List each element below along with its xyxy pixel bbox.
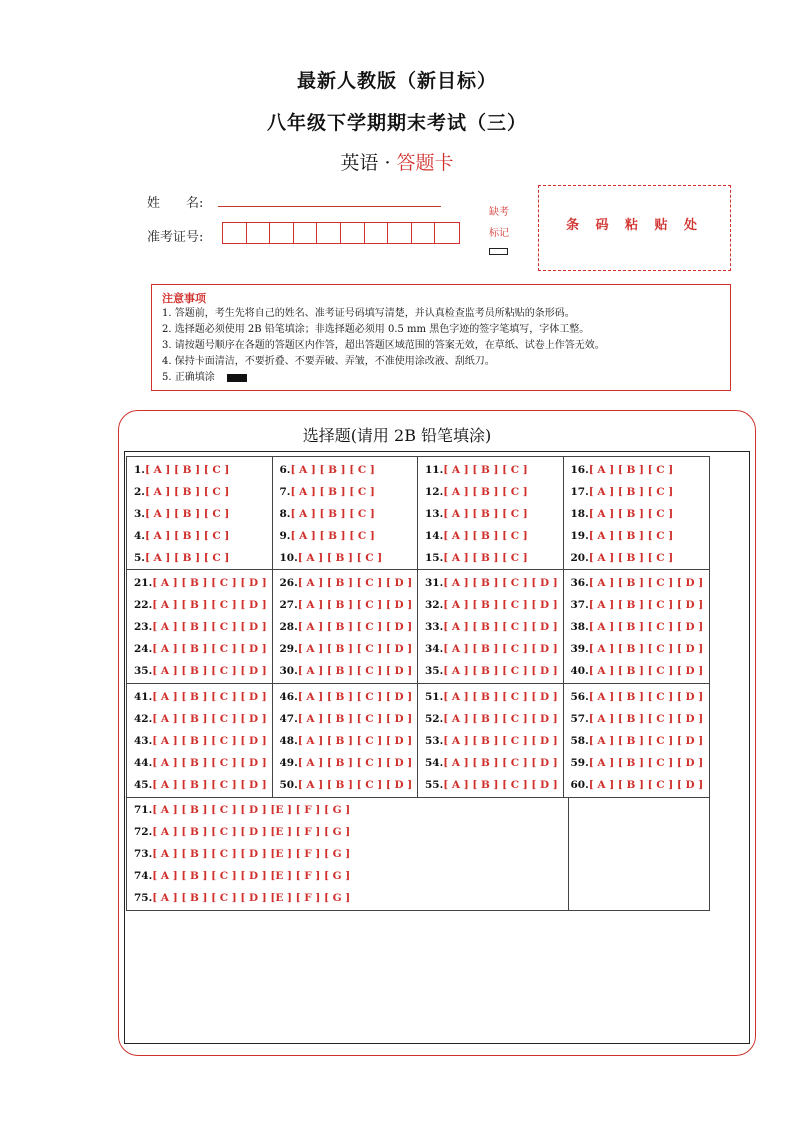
absent-mark-label [486, 202, 512, 244]
answer-options[interactable]: [ A ] [ B ] [ C ] [ D ] [443, 735, 558, 747]
question-item[interactable] [134, 752, 272, 774]
answer-options[interactable]: [ A ] [ B ] [ C ] [ D ] [297, 643, 413, 655]
question-number: 28. [279, 621, 298, 633]
question-item[interactable] [280, 481, 418, 503]
answer-options[interactable]: [ A ] [ B ] [ C ] [ D ] [152, 643, 267, 655]
question-number: 35. [134, 665, 153, 677]
answer-options[interactable]: [ A ] [ B ] [ C ] [ D ] [588, 621, 704, 633]
answer-options[interactable]: [ A ] [ B ] [ C ] [588, 486, 674, 498]
question-item[interactable] [280, 752, 418, 774]
answer-options[interactable]: [ A ] [ B ] [ C ] [ D ] [152, 713, 267, 725]
question-number: 52. [425, 713, 444, 725]
answer-options[interactable]: [ A ] [ B ] [ C ] [588, 530, 674, 542]
question-item[interactable] [134, 594, 272, 616]
answer-column [564, 570, 710, 683]
title-subject [0, 148, 794, 175]
question-item[interactable] [571, 616, 710, 638]
answer-options[interactable]: [ A ] [ B ] [ C ] [ D ] [443, 691, 558, 703]
question-item[interactable] [571, 774, 710, 796]
answer-column [564, 457, 710, 569]
notice-item: 4. 保持卡面清洁，不要折叠、不要弄破、弄皱，不准使用涂改液、刮纸刀。 [162, 356, 495, 367]
question-number: 23. [134, 621, 153, 633]
question-number: 4. [134, 530, 145, 542]
question-number: 10. [279, 552, 298, 564]
question-item[interactable] [425, 730, 563, 752]
question-number: 21. [134, 577, 153, 589]
answer-options[interactable]: [ A ] [ B ] [ C ] [ D ] [E ] [ F ] [ G ] [152, 892, 351, 904]
question-item[interactable] [134, 616, 272, 638]
answer-options[interactable]: [ A ] [ B ] [ C ] [290, 464, 375, 476]
question-item[interactable] [571, 752, 710, 774]
question-item[interactable] [571, 572, 710, 594]
answer-options[interactable]: [ A ] [ B ] [ C ] [443, 552, 528, 564]
answer-options[interactable]: [ A ] [ B ] [ C ] [443, 486, 528, 498]
question-number: 40. [570, 665, 589, 677]
absent-line2: 标记 [489, 228, 509, 239]
answer-options[interactable]: [ A ] [ B ] [ C ] [ D ] [443, 599, 558, 611]
answer-block-4 [126, 797, 710, 911]
question-number: 26. [279, 577, 298, 589]
question-item[interactable] [571, 503, 710, 525]
answer-options[interactable]: [ A ] [ B ] [ C ] [ D ] [443, 713, 558, 725]
question-number: 33. [425, 621, 444, 633]
answer-options[interactable]: [ A ] [ B ] [ C ] [290, 486, 375, 498]
answer-options[interactable]: [ A ] [ B ] [ C ] [ D ] [297, 577, 413, 589]
answer-column [127, 570, 273, 683]
answer-column [273, 684, 419, 797]
answer-options[interactable]: [ A ] [ B ] [ C ] [ D ] [152, 621, 267, 633]
question-item[interactable] [571, 708, 710, 730]
question-number: 46. [279, 691, 298, 703]
question-number: 27. [279, 599, 298, 611]
question-number: 17. [570, 486, 589, 498]
question-item[interactable] [280, 547, 418, 569]
question-number: 15. [425, 552, 444, 564]
answer-options[interactable]: [ A ] [ B ] [ C ] [ D ] [E ] [ F ] [ G ] [152, 848, 351, 860]
subject-label: 英语 · [340, 152, 397, 174]
answer-options[interactable]: [ A ] [ B ] [ C ] [290, 530, 375, 542]
question-number: 22. [134, 599, 153, 611]
question-number: 36. [570, 577, 589, 589]
notice-item: 3. 请按题号顺序在各题的答题区内作答，超出答题区域范围的答案无效，在草纸、试卷上作答无效。 [162, 340, 605, 351]
answer-options[interactable]: [ A ] [ B ] [ C ] [443, 464, 528, 476]
answer-options[interactable]: [ A ] [ B ] [ C ] [144, 530, 230, 542]
answer-options[interactable]: [ A ] [ B ] [ C ] [ D ] [588, 599, 704, 611]
question-item[interactable] [425, 686, 563, 708]
question-item[interactable] [280, 730, 418, 752]
question-number: 19. [570, 530, 589, 542]
question-item[interactable] [280, 594, 418, 616]
question-number: 74. [134, 870, 153, 882]
question-item[interactable] [134, 660, 272, 682]
question-number: 31. [425, 577, 444, 589]
question-item[interactable] [425, 503, 563, 525]
question-number: 35. [425, 665, 444, 677]
card-label: 答题卡 [396, 152, 454, 174]
answer-options[interactable]: [ A ] [ B ] [ C ] [297, 552, 383, 564]
question-item[interactable] [571, 459, 710, 481]
question-number: 42. [134, 713, 153, 725]
name-label: 姓 名: [147, 196, 204, 211]
answer-options[interactable]: [ A ] [ B ] [ C ] [ D ] [E ] [ F ] [ G ] [152, 870, 351, 882]
question-item[interactable] [425, 547, 563, 569]
question-item[interactable] [425, 481, 563, 503]
question-number: 58. [570, 735, 589, 747]
answer-block-3 [126, 684, 710, 798]
question-number: 20. [570, 552, 589, 564]
question-number: 14. [425, 530, 444, 542]
question-item[interactable] [280, 638, 418, 660]
question-number: 30. [279, 665, 298, 677]
answer-options[interactable]: [ A ] [ B ] [ C ] [ D ] [152, 779, 267, 791]
answer-options[interactable]: [ A ] [ B ] [ C ] [ D ] [588, 779, 704, 791]
question-number: 48. [279, 735, 298, 747]
question-item[interactable] [571, 638, 710, 660]
question-number: 37. [570, 599, 589, 611]
answer-options[interactable]: [ A ] [ B ] [ C ] [ D ] [297, 713, 413, 725]
answer-column [418, 570, 564, 683]
question-number: 53. [425, 735, 444, 747]
answer-options[interactable]: [ A ] [ B ] [ C ] [ D ] [443, 779, 558, 791]
question-number: 47. [279, 713, 298, 725]
question-item[interactable] [280, 503, 418, 525]
notice-item: 1. 答题前，考生先将自己的姓名、准考证号码填写清楚，并认真检查监考员所粘贴的条形码。 [162, 308, 575, 319]
question-number: 72. [134, 826, 153, 838]
question-item[interactable] [425, 752, 563, 774]
question-item[interactable] [571, 686, 710, 708]
question-number: 60. [570, 779, 589, 791]
answer-options[interactable]: [ A ] [ B ] [ C ] [ D ] [588, 735, 704, 747]
answer-block-1 [126, 456, 710, 570]
question-number: 11. [425, 464, 444, 476]
notice-item: 2. 选择题必须使用 2B 铅笔填涂；非选择题必须用 0.5 mm 黑色字迹的签字笔填写，字体工整。 [162, 324, 590, 335]
question-number: 49. [279, 757, 298, 769]
question-item[interactable] [280, 572, 418, 594]
question-number: 50. [279, 779, 298, 791]
id-number-boxes[interactable] [222, 222, 460, 244]
answer-options[interactable]: [ A ] [ B ] [ C ] [ D ] [588, 691, 704, 703]
question-item[interactable] [280, 616, 418, 638]
question-item[interactable] [134, 503, 272, 525]
answer-column [127, 684, 273, 797]
question-number: 39. [570, 643, 589, 655]
question-item[interactable] [425, 525, 563, 547]
question-item[interactable] [134, 572, 272, 594]
question-number: 43. [134, 735, 153, 747]
answer-options[interactable]: [ A ] [ B ] [ C ] [ D ] [443, 665, 558, 677]
question-item[interactable] [425, 594, 563, 616]
question-number: 24. [134, 643, 153, 655]
notice-box [151, 284, 731, 391]
absent-mark-box[interactable] [489, 248, 508, 255]
question-number: 9. [279, 530, 291, 542]
answer-options[interactable]: [ A ] [ B ] [ C ] [ D ] [152, 599, 267, 611]
barcode-label: 条 码 粘 贴 处 [565, 218, 704, 233]
answer-options[interactable]: [ A ] [ B ] [ C ] [ D ] [297, 757, 413, 769]
question-item[interactable] [134, 774, 272, 796]
question-item[interactable] [425, 638, 563, 660]
question-number: 45. [134, 779, 153, 791]
question-number: 34. [425, 643, 444, 655]
question-number: 55. [425, 779, 444, 791]
question-number: 57. [570, 713, 589, 725]
answer-options[interactable]: [ A ] [ B ] [ C ] [ D ] [297, 779, 413, 791]
question-number: 13. [425, 508, 444, 520]
answer-options[interactable]: [ A ] [ B ] [ C ] [ D ] [152, 665, 267, 677]
question-number: 3. [134, 508, 145, 520]
question-number: 6. [279, 464, 291, 476]
question-number: 32. [425, 599, 444, 611]
answer-options[interactable]: [ A ] [ B ] [ C ] [ D ] [152, 757, 267, 769]
question-item[interactable] [571, 660, 710, 682]
question-number: 51. [425, 691, 444, 703]
question-number: 8. [279, 508, 291, 520]
question-number: 12. [425, 486, 444, 498]
question-number: 71. [134, 804, 153, 816]
question-number: 56. [570, 691, 589, 703]
question-number: 1. [134, 464, 145, 476]
question-item[interactable] [425, 708, 563, 730]
answer-options[interactable]: [ A ] [ B ] [ C ] [588, 552, 674, 564]
notice-item [162, 370, 720, 386]
question-item[interactable] [280, 459, 418, 481]
answer-options[interactable]: [ A ] [ B ] [ C ] [588, 508, 674, 520]
name-field[interactable] [218, 206, 441, 207]
answer-options[interactable]: [ A ] [ B ] [ C ] [144, 508, 230, 520]
question-number: 29. [279, 643, 298, 655]
answer-options[interactable]: [ A ] [ B ] [ C ] [ D ] [297, 735, 413, 747]
answer-column [273, 457, 419, 569]
answer-column [564, 684, 710, 797]
question-number: 59. [570, 757, 589, 769]
answer-column [418, 457, 564, 569]
answer-options[interactable]: [ A ] [ B ] [ C ] [ D ] [297, 621, 413, 633]
question-item[interactable] [425, 459, 563, 481]
section-title: 选择题(请用 2B 铅笔填涂) [302, 426, 492, 445]
answer-options[interactable]: [ A ] [ B ] [ C ] [ D ] [588, 643, 704, 655]
answer-options[interactable]: [ A ] [ B ] [ C ] [144, 486, 230, 498]
answer-options[interactable]: [ A ] [ B ] [ C ] [ D ] [E ] [ F ] [ G ] [152, 804, 351, 816]
question-item[interactable] [571, 594, 710, 616]
question-item[interactable] [571, 525, 710, 547]
question-item[interactable] [134, 686, 272, 708]
question-number: 7. [279, 486, 291, 498]
question-item[interactable] [571, 730, 710, 752]
question-item[interactable] [425, 660, 563, 682]
answer-options[interactable]: [ A ] [ B ] [ C ] [ D ] [E ] [ F ] [ G ] [152, 826, 351, 838]
question-item[interactable] [134, 887, 568, 909]
id-label: 准考证号: [147, 230, 204, 245]
question-item[interactable] [280, 660, 418, 682]
question-item[interactable] [280, 525, 418, 547]
question-number: 5. [134, 552, 145, 564]
answer-column [127, 797, 569, 910]
question-number: 2. [134, 486, 145, 498]
question-item[interactable] [134, 459, 272, 481]
question-number: 44. [134, 757, 153, 769]
question-item[interactable] [134, 799, 568, 821]
answer-options[interactable]: [ A ] [ B ] [ C ] [ D ] [152, 577, 267, 589]
question-number: 16. [570, 464, 589, 476]
answer-block-2 [126, 570, 710, 684]
answer-options[interactable]: [ A ] [ B ] [ C ] [ D ] [152, 691, 267, 703]
answer-options[interactable]: [ A ] [ B ] [ C ] [ D ] [152, 735, 267, 747]
question-number: 38. [570, 621, 589, 633]
question-item[interactable] [134, 865, 568, 887]
answer-options[interactable]: [ A ] [ B ] [ C ] [ D ] [588, 757, 704, 769]
answer-options[interactable]: [ A ] [ B ] [ C ] [144, 464, 230, 476]
question-item[interactable] [280, 708, 418, 730]
question-item[interactable] [134, 708, 272, 730]
question-item[interactable] [571, 547, 710, 569]
absent-line1: 缺考 [489, 207, 509, 218]
question-number: 18. [570, 508, 589, 520]
answer-column [418, 684, 564, 797]
answer-options[interactable]: [ A ] [ B ] [ C ] [ D ] [588, 577, 704, 589]
question-number: 75. [134, 892, 153, 904]
question-item[interactable] [134, 843, 568, 865]
question-item[interactable] [134, 730, 272, 752]
question-item[interactable] [280, 686, 418, 708]
answer-options[interactable]: [ A ] [ B ] [ C ] [ D ] [443, 757, 558, 769]
question-item[interactable] [134, 525, 272, 547]
question-item[interactable] [134, 547, 272, 569]
question-number: 54. [425, 757, 444, 769]
question-item[interactable] [425, 616, 563, 638]
answer-options[interactable]: [ A ] [ B ] [ C ] [ D ] [297, 691, 413, 703]
barcode-area [538, 185, 731, 271]
answer-column [127, 457, 273, 569]
answer-options[interactable]: [ A ] [ B ] [ C ] [443, 508, 528, 520]
answer-options[interactable]: [ A ] [ B ] [ C ] [443, 530, 528, 542]
answer-options[interactable]: [ A ] [ B ] [ C ] [588, 464, 674, 476]
question-item[interactable] [134, 481, 272, 503]
question-number: 73. [134, 848, 153, 860]
answer-options[interactable]: [ A ] [ B ] [ C ] [290, 508, 375, 520]
answer-options[interactable]: [ A ] [ B ] [ C ] [ D ] [297, 599, 413, 611]
answer-options[interactable]: [ A ] [ B ] [ C ] [ D ] [443, 577, 558, 589]
question-item[interactable] [280, 774, 418, 796]
fill-sample-icon [227, 374, 247, 382]
answer-options[interactable]: [ A ] [ B ] [ C ] [ D ] [297, 665, 413, 677]
answer-options[interactable]: [ A ] [ B ] [ C ] [ D ] [443, 643, 558, 655]
answer-options[interactable]: [ A ] [ B ] [ C ] [ D ] [443, 621, 558, 633]
question-number: 41. [134, 691, 153, 703]
answer-options[interactable]: [ A ] [ B ] [ C ] [ D ] [588, 665, 704, 677]
question-item[interactable] [571, 481, 710, 503]
answer-column [273, 570, 419, 683]
answer-options[interactable]: [ A ] [ B ] [ C ] [ D ] [588, 713, 704, 725]
question-item[interactable] [425, 774, 563, 796]
notice-title: 注意事项 [162, 292, 206, 305]
title-edition: 最新人教版（新目标） [296, 70, 497, 92]
title-exam: 八年级下学期期末考试（三） [266, 112, 527, 134]
question-item[interactable] [134, 821, 568, 843]
question-item[interactable] [425, 572, 563, 594]
answer-options[interactable]: [ A ] [ B ] [ C ] [144, 552, 230, 564]
question-item[interactable] [134, 638, 272, 660]
notice-item-text: 5. 正确填涂 [162, 372, 215, 383]
